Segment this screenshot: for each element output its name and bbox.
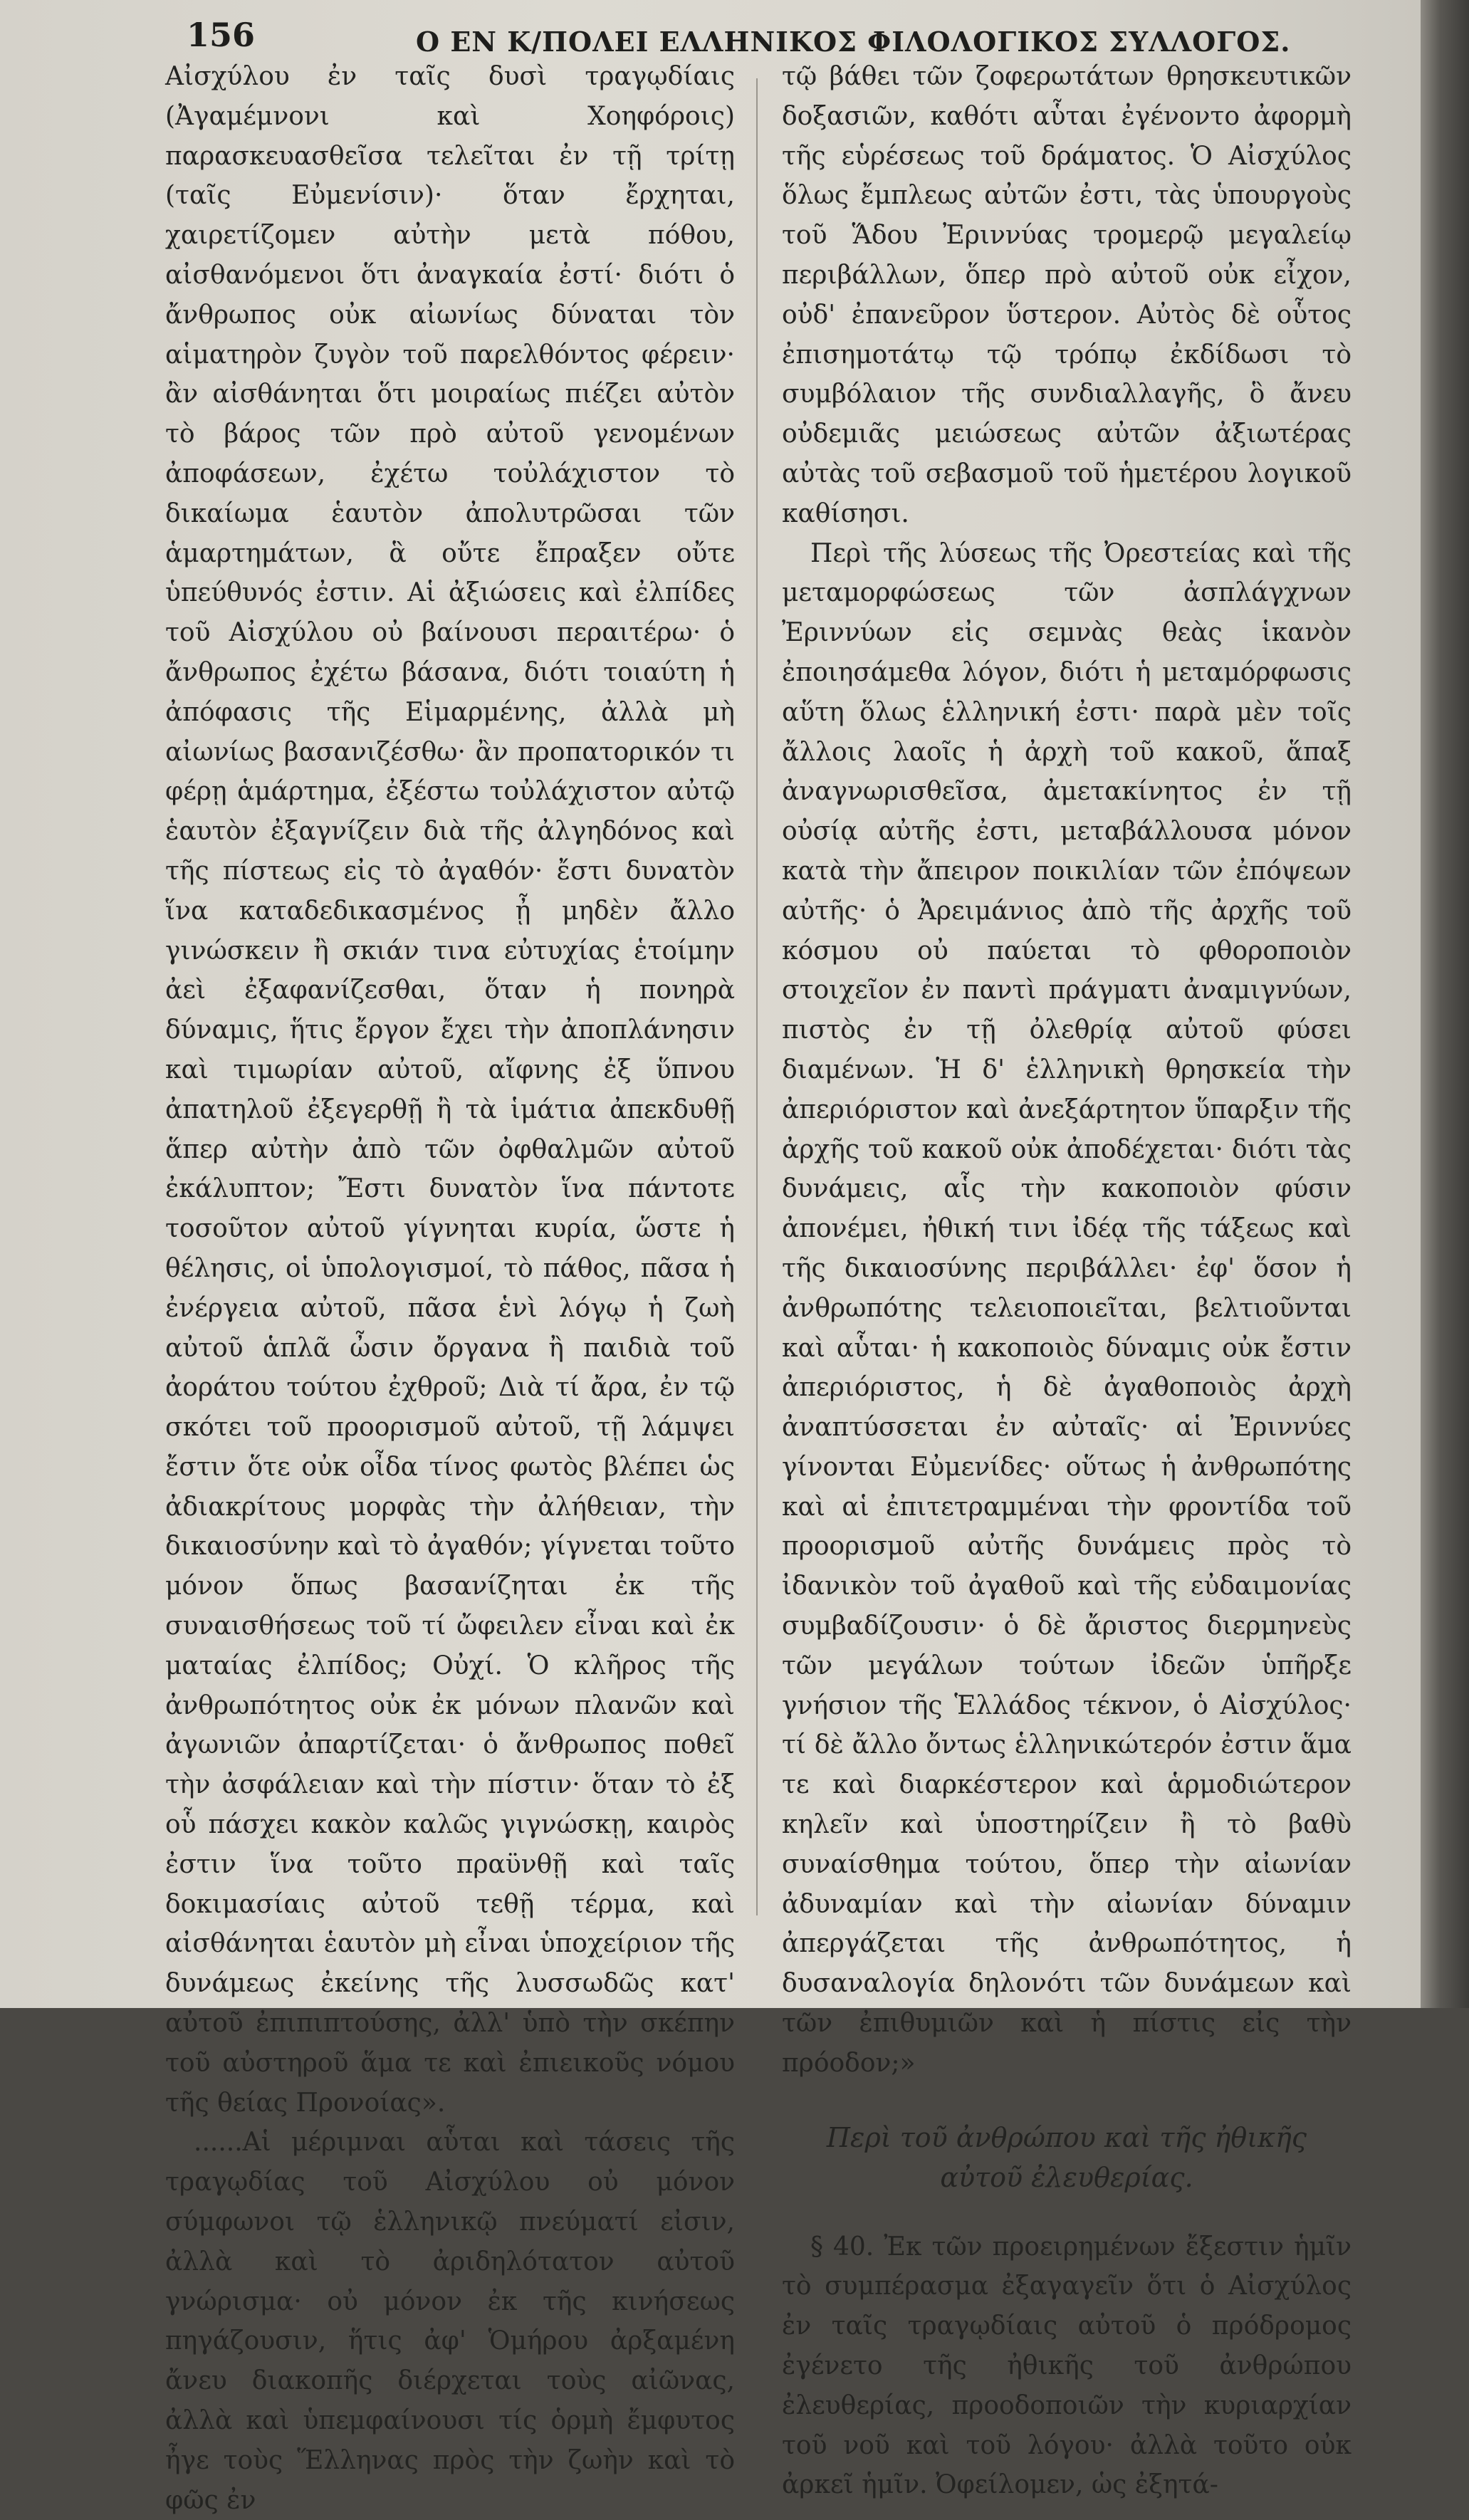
section-heading-line-2: αὐτοῦ ἐλευθερίας. [940,2161,1193,2193]
left-column [165,57,735,2520]
page-shadow-edge [1421,0,1469,2008]
running-title: Ο ΕΝ Κ/ΠΟΛΕΙ ΕΛΛΗΝΙΚΟΣ ΦΙΛΟΛΟΓΙΚΟΣ ΣΥΛΛΟΓΟΣ. [416,26,1291,58]
right-paragraph-2: Περὶ τῆς λύσεως τῆς Ὀρεστείας καὶ τῆς μεταμορφώσεως τῶν ἀσπλάγχνων Ἐριννύων εἰς σεμνὰς θεὰς ἱκανὸν ἐποιησάμεθα λόγον, διότι ἡ μεταμόρφωσις αὕτη ὅλως ἑλληνική ἐστι· παρὰ μὲν τοῖς ἄλλοις λαοῖς ἡ ἀρχὴ τοῦ κακοῦ, ἅπαξ ἀναγνωρισθεῖσα, ἀμετακίνητος ἐν τῇ οὐσίᾳ αὐτῆς ἐστι, μεταβάλλουσα μόνον κατὰ τὴν ἄπειρον ποικιλίαν τῶν ἐπόψεων αὐτῆς· ὁ Ἀρειμάνιος ἀπὸ τῆς ἀρχῆς τοῦ κόσμου οὐ παύεται τὸ φθοροποιὸν στοιχεῖον ἐν παντὶ πράγματι ἀναμιγνύων, πιστὸς ἐν τῇ ὀλεθρίᾳ αὐτοῦ φύσει διαμένων. Ἡ δ' ἑλληνικὴ θρησκεία τὴν ἀπεριόριστον καὶ ἀνεξάρτητον ὕπαρξιν τῆς ἀρχῆς τοῦ κακοῦ οὐκ ἀποδέχεται· διότι τὰς δυνάμεις, αἷς τὴν κακοποιὸν φύσιν ἀπονέμει, ἠθική τινι ἰδέᾳ τῆς τάξεως καὶ τῆς δικαιοσύνης περιβάλλει· ἐφ' ὅσον ἡ ἀνθρωπότης τελειοποιεῖται, βελτιοῦνται καὶ αὗται· ἡ κακοποιὸς δύναμις οὐκ ἔστιν ἀπεριόριστος, ἡ δὲ ἀγαθοποιὸς ἀρχὴ ἀναπτύσσεται ἐν αὐταῖς· αἱ Ἐριννύες γίνονται Εὐμενίδες· οὕτως ἡ ἀνθρωπότης καὶ αἱ ἐπιτετραμμέναι τὴν φροντίδα τοῦ προορισμοῦ αὐτῆς δυνάμεις πρὸς τὸ ἰδανικὸν τοῦ ἀγαθοῦ καὶ τῆς εὐδαιμονίας συμβαδίζουσιν· ὁ δὲ ἄριστος διερμηνεὺς τῶν μεγάλων τούτων ἰδεῶν ὑπῆρξε γνήσιον τῆς Ἑλλάδος τέκνον, ὁ Αἰσχύλος· τί δὲ ἄλλο ὄντως ἑλληνικώτερόν ἐστιν ἅμα τε καὶ διαρκέστερον καὶ ἁρμοδιώτερον κηλεῖν καὶ ὑποστηρίζειν ἢ τὸ βαθὺ συναίσθημα τούτου, ὅπερ τὴν αἰωνίαν ἀδυναμίαν καὶ τὴν αἰωνίαν δύναμιν ἀπεργάζεται τῆς ἀνθρωπότητος, ἡ δυσαναλογία δηλονότι τῶν δυνάμεων καὶ τῶν ἐπιθυμιῶν καὶ ἡ πίστις εἰς τὴν πρόοδον;» [782,538,1352,2078]
right-paragraph-1: τῷ βάθει τῶν ζοφερωτάτων θρησκευτικῶν δοξασιῶν, καθότι αὗται ἐγένοντο ἀφορμὴ τῆς εὑρέσεως τοῦ δράματος. Ὁ Αἰσχύλος ὅλως ἔμπλεως αὐτῶν ἐστι, τὰς ὑπουργοὺς τοῦ Ἅδου Ἐριννύας τρομερῷ μεγαλείῳ περιβάλλων, ὅπερ πρὸ αὐτοῦ οὐκ εἶχον, οὐδ' ἐπανεῦρον ὕστερον. Αὐτὸς δὲ οὗτος ἐπισημοτάτῳ τῷ τρόπῳ ἐκδίδωσι τὸ συμβόλαιον τῆς συνδιαλλαγῆς, ὃ ἄνευ οὐδεμιᾶς μειώσεως αὐτῶν ἀξιωτέρας αὐτὰς τοῦ σεβασμοῦ τοῦ ἡμετέρου λογικοῦ καθίσησι. [782,62,1352,528]
column-divider [756,78,758,1915]
right-column [782,57,1352,2505]
page-header [187,16,1397,58]
section-heading [782,2118,1352,2197]
left-paragraph-1: Αἰσχύλου ἐν ταῖς δυσὶ τραγῳδίαις (Ἀγαμέμνονι καὶ Χοηφόροις) παρασκευασθεῖσα τελεῖται ἐν τῇ τρίτῃ (ταῖς Εὐμενίσιν)· ὅταν ἔρχηται, χαιρετίζομεν αὐτὴν μετὰ πόθου, αἰσθανόμενοι ὅτι ἀναγκαία ἐστί· διότι ὁ ἄνθρωπος οὐκ αἰωνίως δύναται τὸν αἱματηρὸν ζυγὸν τοῦ παρελθόντος φέρειν· ἂν αἰσθάνηται ὅτι μοιραίως πιέζει αὐτὸν τὸ βάρος τῶν πρὸ αὐτοῦ γενομένων ἀποφάσεων, ἐχέτω τοὐλάχιστον τὸ δικαίωμα ἑαυτὸν ἀπολυτρῶσαι τῶν ἁμαρτημάτων, ἃ οὔτε ἔπραξεν οὔτε ὑπεύθυνός ἐστιν. Αἱ ἀξιώσεις καὶ ἐλπίδες τοῦ Αἰσχύλου οὐ βαίνουσι περαιτέρω· ὁ ἄνθρωπος ἐχέτω βάσανα, διότι τοιαύτη ἡ ἀπόφασις τῆς Εἱμαρμένης, ἀλλὰ μὴ αἰωνίως βασανιζέσθω· ἂν προπατορικόν τι φέρῃ ἁμάρτημα, ἐξέστω τοὐλάχιστον αὐτῷ ἑαυτὸν ἐξαγνίζειν διὰ τῆς ἀλγηδόνος καὶ τῆς πίστεως εἰς τὸ ἀγαθόν· ἔστι δυνατὸν ἵνα καταδεδικασμένος ᾖ μηδὲν ἄλλο γινώσκειν ἢ σκιάν τινα εὐτυχίας ἑτοίμην ἀεὶ ἐξαφανίζεσθαι, ὅταν ἡ πονηρὰ δύναμις, ἥτις ἔργον ἔχει τὴν ἀποπλάνησιν καὶ τιμωρίαν αὐτοῦ, αἴφνης ἐξ ὕπνου ἀπατηλοῦ ἐξεγερθῇ ἢ τὰ ἱμάτια ἀπεκδυθῇ ἅπερ αὐτὴν ἀπὸ τῶν ὀφθαλμῶν αὐτοῦ ἐκάλυπτον; Ἔστι δυνατὸν ἵνα πάντοτε τοσοῦτον αὐτοῦ γίγνηται κυρία, ὥστε ἡ θέλησις, οἱ ὑπολογισμοί, τὸ πάθος, πᾶσα ἡ ἐνέργεια αὐτοῦ, πᾶσα ἑνὶ λόγῳ ἡ ζωὴ αὐτοῦ ἁπλᾶ ὦσιν ὄργανα ἢ παιδιὰ τοῦ ἀοράτου τούτου ἐχθροῦ; Διὰ τί ἄρα, ἐν τῷ σκότει τοῦ προορισμοῦ αὐτοῦ, τῇ λάμψει ἔστιν ὅτε οὐκ οἶδα τίνος φωτὸς βλέπει ὡς ἀδιακρίτους μορφὰς τὴν ἀλήθειαν, τὴν δικαιοσύνην καὶ τὸ ἀγαθόν; γίγνεται τοῦτο μόνον ὅπως βασανίζηται ἐκ τῆς συναισθήσεως τοῦ τί ὤφειλεν εἶναι καὶ ἐκ ματαίας ἐλπίδος; Οὐχί. Ὁ κλῆρος τῆς ἀνθρωπότητος οὐκ ἐκ μόνων πλανῶν καὶ ἀγωνιῶν ἀπαρτίζεται· ὁ ἄνθρωπος ποθεῖ τὴν ἀσφάλειαν καὶ τὴν πίστιν· ὅταν τὸ ἐξ οὗ πάσχει κακὸν καλῶς γιγνώσκῃ, καιρὸς ἐστιν ἵνα τοῦτο πραϋνθῇ καὶ ταῖς δοκιμασίαις αὐτοῦ τεθῇ τέρμα, καὶ αἰσθάνηται ἑαυτὸν μὴ εἶναι ὑποχείριον τῆς δυνάμεως ἐκείνης τῆς λυσσωδῶς κατ' αὐτοῦ ἐπιπιπτούσης, ἀλλ' ὑπὸ τὴν σκέπην τοῦ αὐστηροῦ ἅμα τε καὶ ἐπιεικοῦς νόμου τῆς θείας Προνοίας». [165,62,735,2118]
page-number: 156 [187,16,256,54]
right-paragraph-3: § 40. Ἐκ τῶν προειρημένων ἔξεστιν ἡμῖν τὸ συμπέρασμα ἐξαγαγεῖν ὅτι ὁ Αἰσχύλος ἐν ταῖς τραγῳδίαις αὐτοῦ ὁ πρόδρομος ἐγένετο τῆς ἠθικῆς τοῦ ἀνθρώπου ἐλευθερίας, προοδοποιῶν τὴν κυριαρχίαν τοῦ νοῦ καὶ τοῦ λόγου· ἀλλὰ τοῦτο οὐκ ἀρκεῖ ἡμῖν. Ὀφείλομεν, ὡς ἐξητά- [782,2232,1352,2500]
section-heading-line-1: Περὶ τοῦ ἀνθρώπου καὶ τῆς ἠθικῆς [826,2121,1307,2153]
left-paragraph-2: ......Αἱ μέριμναι αὗται καὶ τάσεις τῆς τραγῳδίας τοῦ Αἰσχύλου οὐ μόνον σύμφωνοι τῷ ἑλληνικῷ πνεύματί εἰσιν, ἀλλὰ καὶ τὸ ἀριδηλότατον αὐτοῦ γνώρισμα· οὐ μόνον ἐκ τῆς κινήσεως πηγάζουσιν, ἥτις ἀφ' Ὁμήρου ἀρξαμένη ἄνευ διακοπῆς διέρχεται τοὺς αἰῶνας, ἀλλὰ καὶ ὑπεμφαίνουσι τίς ὁρμὴ ἔμφυτος ἦγε τοὺς Ἕλληνας πρὸς τὴν ζωὴν καὶ τὸ φῶς ἐν [165,2128,735,2515]
